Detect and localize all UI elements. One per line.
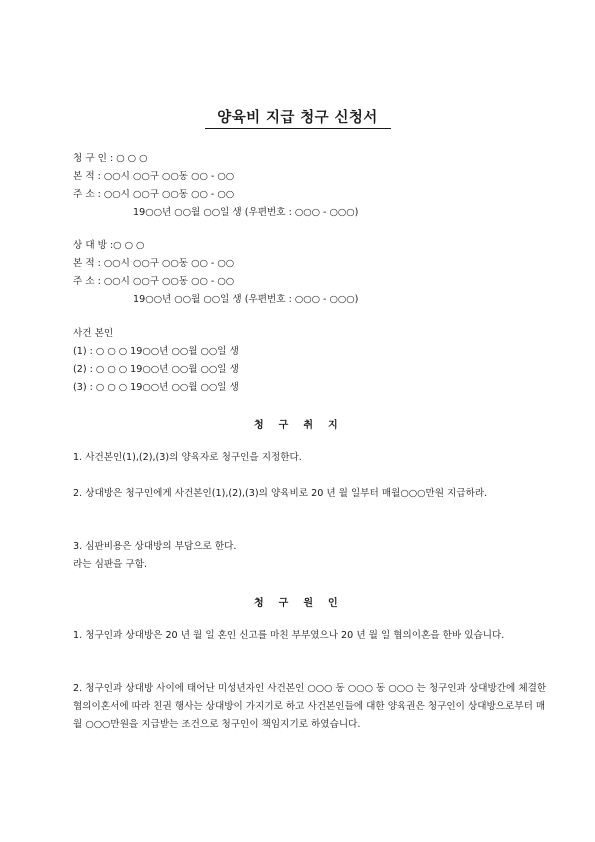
document-title: 양육비 지급 청구 신청서 — [217, 110, 378, 126]
claimant-name: 청 구 인 : ○ ○ ○ — [73, 153, 148, 164]
purpose-closing: 라는 심판을 구함. — [73, 559, 148, 570]
principal-3: (3) : ○ ○ ○ 19○○년 ○○월 ○○일 생 — [73, 382, 239, 393]
cause-item-1: 1. 청구인과 상대방은 20 년 월 일 혼인 신고를 마친 부부였으나 20 년 월 일 협의이혼을 한바 있습니다. — [73, 630, 505, 641]
purpose-heading: 청구취지 — [254, 420, 353, 431]
claimant-domicile: 본 적 : ○○시 ○○구 ○○동 ○○ - ○○ — [73, 171, 235, 182]
cause-item-2: 2. 청구인과 상대방 사이에 태어난 미성년자인 사건본인 ○○○ 동 ○○○ 동 ○○○ 는 청구인과 상대방간에 체결한 협의이혼서에 따라 친권 행사는 상대방이 가지기로 하고 사건본인들에 대한 양육권은 청구인이 상대방으로부터 매월 ○○○만원을 지급받는 조건으로 청구인이 책임지기로 하였습니다. — [73, 683, 547, 730]
principal-1: (1) : ○ ○ ○ 19○○년 ○○월 ○○일 생 — [73, 346, 239, 357]
purpose-item-3: 3. 심판비용은 상대방의 부담으로 한다. — [73, 541, 237, 552]
principals-label: 사건 본인 — [73, 328, 114, 339]
purpose-item-1: 1. 사건본인(1),(2),(3)의 양육자로 청구인을 지정한다. — [73, 452, 302, 463]
respondent-name: 상 대 방 :○ ○ ○ — [73, 240, 145, 251]
principal-2: (2) : ○ ○ ○ 19○○년 ○○월 ○○일 생 — [73, 364, 239, 375]
purpose-item-2: 2. 상대방은 청구인에게 사건본인(1),(2),(3)의 양육비로 20 년 월 일부터 매월○○○만원 지급하라. — [73, 488, 488, 499]
claimant-birth: 19○○년 ○○월 ○○일 생 (우편번호 : ○○○ - ○○○) — [133, 207, 359, 218]
respondent-domicile: 본 적 : ○○시 ○○구 ○○동 ○○ - ○○ — [73, 258, 235, 269]
respondent-birth: 19○○년 ○○월 ○○일 생 (우편번호 : ○○○ - ○○○) — [133, 294, 359, 305]
cause-heading: 청구원인 — [254, 598, 353, 609]
claimant-address: 주 소 : ○○시 ○○구 ○○동 ○○ - ○○ — [73, 189, 235, 200]
respondent-address: 주 소 : ○○시 ○○구 ○○동 ○○ - ○○ — [73, 276, 235, 287]
title-underline — [205, 128, 391, 129]
